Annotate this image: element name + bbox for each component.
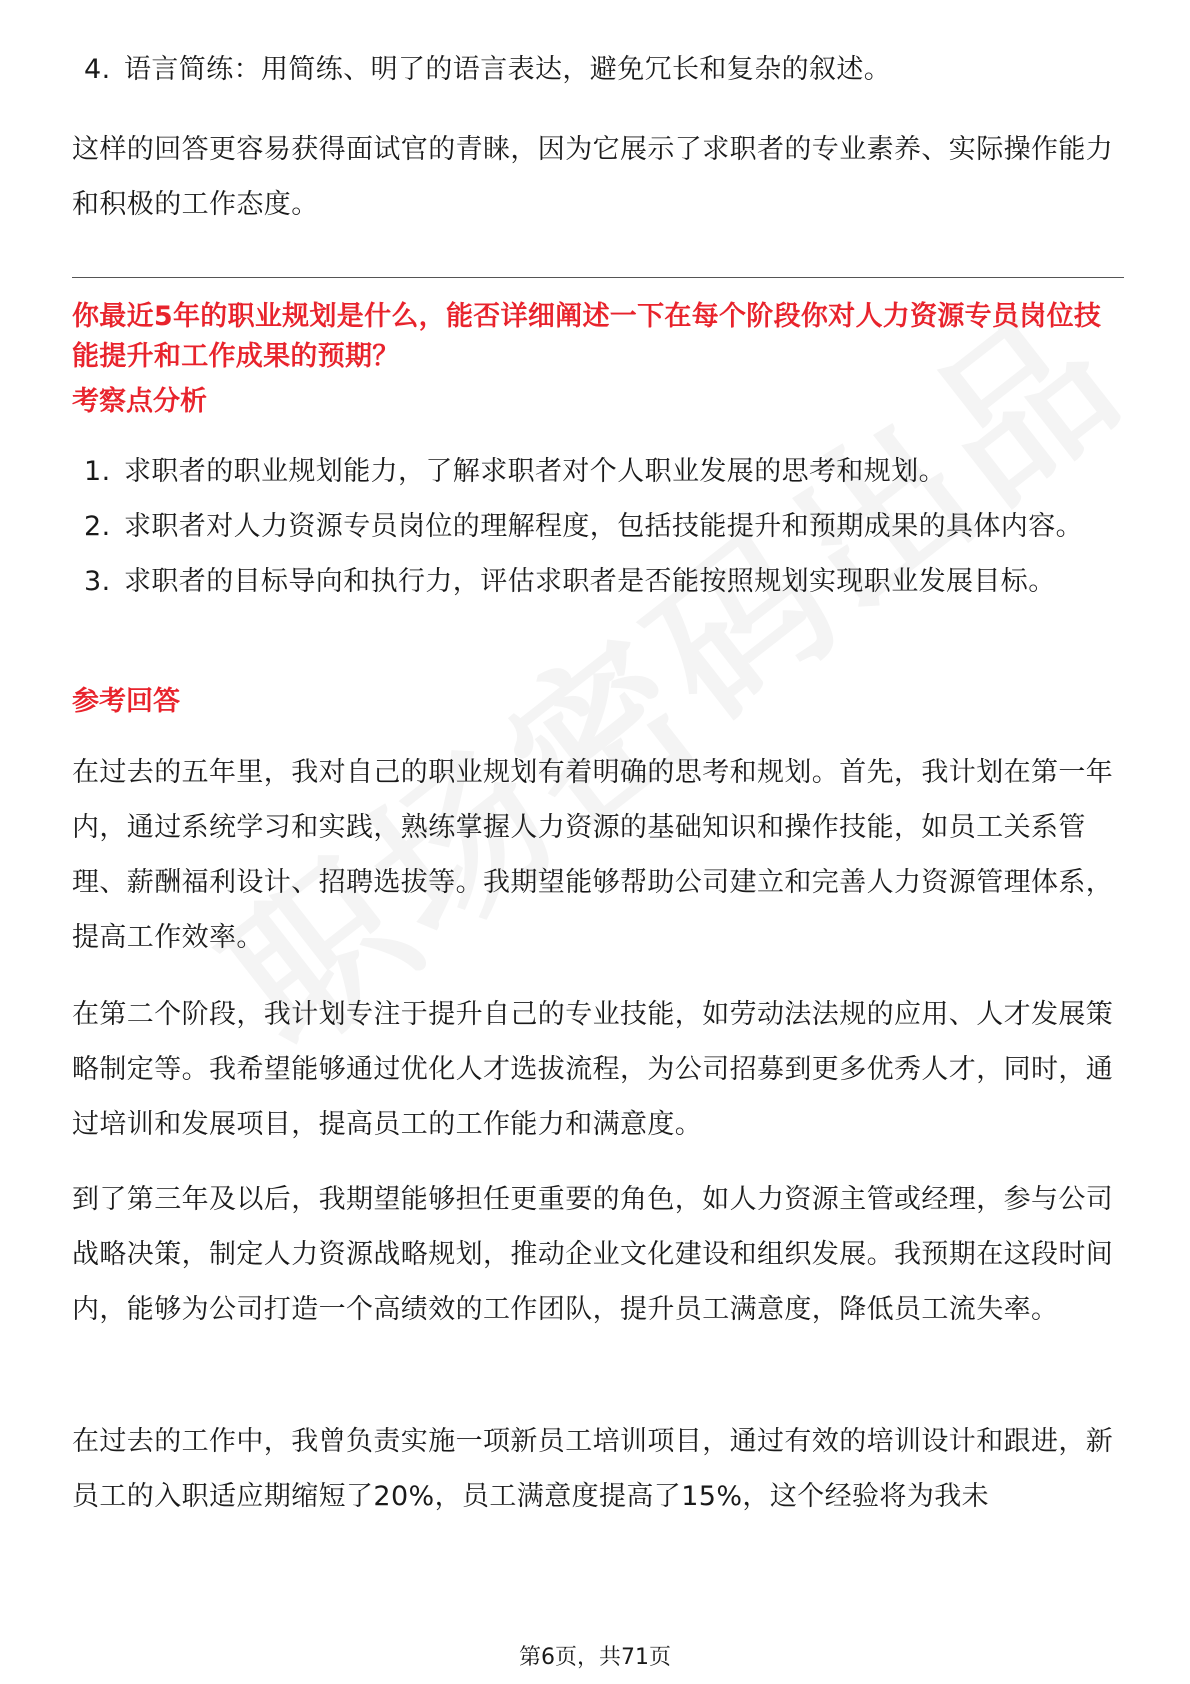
list-number: 2. [84,511,111,542]
list-item [72,499,1124,554]
answer-paragraph: 到了第三年及以后，我期望能够担任更重要的角色，如人力资源主管或经理，参与公司战略决策，制定人力资源战略规划，推动企业文化建设和组织发展。我预期在这段时间内，能够为公司打造一个高绩效的工作团队，提升员工满意度，降低员工流失率。 [72,1184,1114,1325]
list-text: 求职者对人力资源专员岗位的理解程度，包括技能提升和预期成果的具体内容。 [124,511,1083,542]
list-number: 4. [84,54,111,85]
answer-label: 参考回答 [72,686,180,717]
list-number: 3. [84,566,111,597]
list-item [72,42,1124,97]
answer-paragraph: 在过去的工作中，我曾负责实施一项新员工培训项目，通过有效的培训设计和跟进，新员工的入职适应期缩短了20%，员工满意度提高了15%，这个经验将为我未 [72,1426,1114,1512]
list-text: 语言简练：用简练、明了的语言表达，避免冗长和复杂的叙述。 [124,54,892,85]
list-item [72,444,1124,499]
list-item [72,554,1124,609]
list-number: 1. [84,456,111,487]
section-divider [72,277,1124,278]
intro-list [72,42,1124,97]
question-heading: 你最近5年的职业规划是什么，能否详细阐述一下在每个阶段你对人力资源专员岗位技能提升和工作成果的预期？ [72,301,1102,372]
analysis-label: 考察点分析 [72,386,207,417]
list-text: 求职者的目标导向和执行力，评估求职者是否能按照规划实现职业发展目标。 [124,566,1056,597]
answer-paragraph: 在第二个阶段，我计划专注于提升自己的专业技能，如劳动法法规的应用、人才发展策略制定等。我希望能够通过优化人才选拔流程，为公司招募到更多优秀人才，同时，通过培训和发展项目，提高员工的工作能力和满意度。 [72,999,1114,1140]
page-footer: 第6页，共71页 [519,1645,671,1670]
answer-paragraph: 在过去的五年里，我对自己的职业规划有着明确的思考和规划。首先，我计划在第一年内，通过系统学习和实践，熟练掌握人力资源的基础知识和操作技能，如员工关系管理、薪酬福利设计、招聘选拔等。我期望能够帮助公司建立和完善人力资源管理体系，提高工作效率。 [72,757,1114,953]
analysis-list [72,444,1124,609]
list-text: 求职者的职业规划能力，了解求职者对个人职业发展的思考和规划。 [124,456,946,487]
intro-summary: 这样的回答更容易获得面试官的青睐，因为它展示了求职者的专业素养、实际操作能力和积极的工作态度。 [72,134,1114,220]
